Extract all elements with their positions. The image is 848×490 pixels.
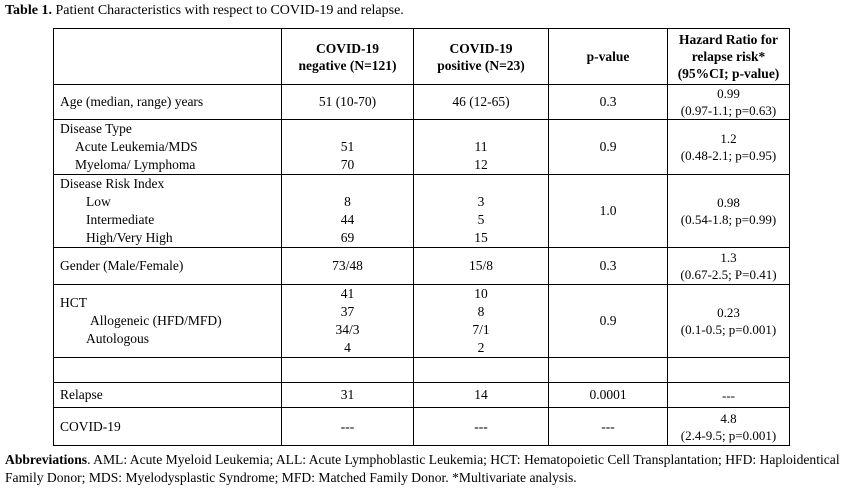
age-hr: 0.99 (0.97-1.1; p=0.63) xyxy=(668,85,790,120)
disease-p: 0.9 xyxy=(549,120,668,175)
hct-sub2: Autologous xyxy=(86,331,150,346)
hct-pos: 10 8 7/1 2 xyxy=(414,285,549,358)
header-row xyxy=(54,29,790,85)
covid-pos: --- xyxy=(414,408,549,446)
hct-label: HCT xyxy=(60,295,87,310)
covid-p: --- xyxy=(549,408,668,446)
risk-pos: 3 5 15 xyxy=(414,175,549,248)
table-row xyxy=(54,120,790,175)
age-p: 0.3 xyxy=(549,85,668,120)
covid-label: COVID-19 xyxy=(54,408,282,446)
table-row xyxy=(54,85,790,120)
header-hazard-ratio: Hazard Ratio for relapse risk* (95%CI; p-value) xyxy=(668,29,790,85)
header-covid-positive: COVID-19 positive (N=23) xyxy=(414,29,549,85)
relapse-label: Relapse xyxy=(54,383,282,408)
relapse-hr: --- xyxy=(668,383,790,408)
risk-p: 1.0 xyxy=(549,175,668,248)
risk-hr: 0.98 (0.54-1.8; p=0.99) xyxy=(668,175,790,248)
patient-characteristics-table xyxy=(53,28,790,446)
table-row xyxy=(54,175,790,248)
disease-sub2: Myeloma/ Lymphoma xyxy=(75,157,196,172)
hct-cell xyxy=(54,285,282,358)
risk-sub3: High/Very High xyxy=(86,230,173,245)
table-row xyxy=(54,285,790,358)
disease-sub1: Acute Leukemia/MDS xyxy=(75,139,198,154)
relapse-p: 0.0001 xyxy=(549,383,668,408)
disease-neg: 51 70 xyxy=(282,120,414,175)
disease-type-cell xyxy=(54,120,282,175)
hct-p: 0.9 xyxy=(549,285,668,358)
hct-neg: 41 37 34/3 4 xyxy=(282,285,414,358)
empty-row xyxy=(54,358,790,383)
relapse-pos: 14 xyxy=(414,383,549,408)
gender-hr: 1.3 (0.67-2.5; P=0.41) xyxy=(668,248,790,285)
covid-hr: 4.8 (2.4-9.5; p=0.001) xyxy=(668,408,790,446)
age-neg: 51 (10-70) xyxy=(282,85,414,120)
risk-index-cell xyxy=(54,175,282,248)
covid-neg: --- xyxy=(282,408,414,446)
hct-sub1: Allogeneic (HFD/MFD) xyxy=(90,313,222,328)
risk-label: Disease Risk Index xyxy=(60,176,165,191)
table-caption xyxy=(5,3,404,19)
caption-text: Patient Characteristics with respect to COVID-19 and relapse. xyxy=(51,3,404,18)
age-label: Age (median, range) years xyxy=(54,85,282,120)
disease-label: Disease Type xyxy=(60,121,132,136)
hct-hr: 0.23 (0.1-0.5; p=0.001) xyxy=(668,285,790,358)
caption-label: Table 1. xyxy=(5,3,52,18)
footnote-text: . AML: Acute Myeloid Leukemia; ALL: Acute Lymphoblastic Leukemia; HCT: Hematopoietic Cell Transplantation; HFD: Haploidentical Family Donor; MDS: Myelodysplastic Syndrome; MFD: Matched Family Donor. *Multivariate analysis. xyxy=(5,452,840,485)
risk-sub2: Intermediate xyxy=(86,212,155,227)
table-row xyxy=(54,383,790,408)
table-row xyxy=(54,248,790,285)
age-pos: 46 (12-65) xyxy=(414,85,549,120)
gender-pos: 15/8 xyxy=(414,248,549,285)
gender-p: 0.3 xyxy=(549,248,668,285)
header-empty xyxy=(54,29,282,85)
risk-neg: 8 44 69 xyxy=(282,175,414,248)
footnote-label: Abbreviations xyxy=(5,452,88,467)
risk-sub1: Low xyxy=(86,194,111,209)
gender-label: Gender (Male/Female) xyxy=(54,248,282,285)
disease-pos: 11 12 xyxy=(414,120,549,175)
gender-neg: 73/48 xyxy=(282,248,414,285)
table-row xyxy=(54,408,790,446)
header-covid-negative: COVID-19 negative (N=121) xyxy=(282,29,414,85)
abbreviations-footnote xyxy=(5,451,843,487)
disease-hr: 1.2 (0.48-2.1; p=0.95) xyxy=(668,120,790,175)
relapse-neg: 31 xyxy=(282,383,414,408)
header-p-value: p-value xyxy=(549,29,668,85)
